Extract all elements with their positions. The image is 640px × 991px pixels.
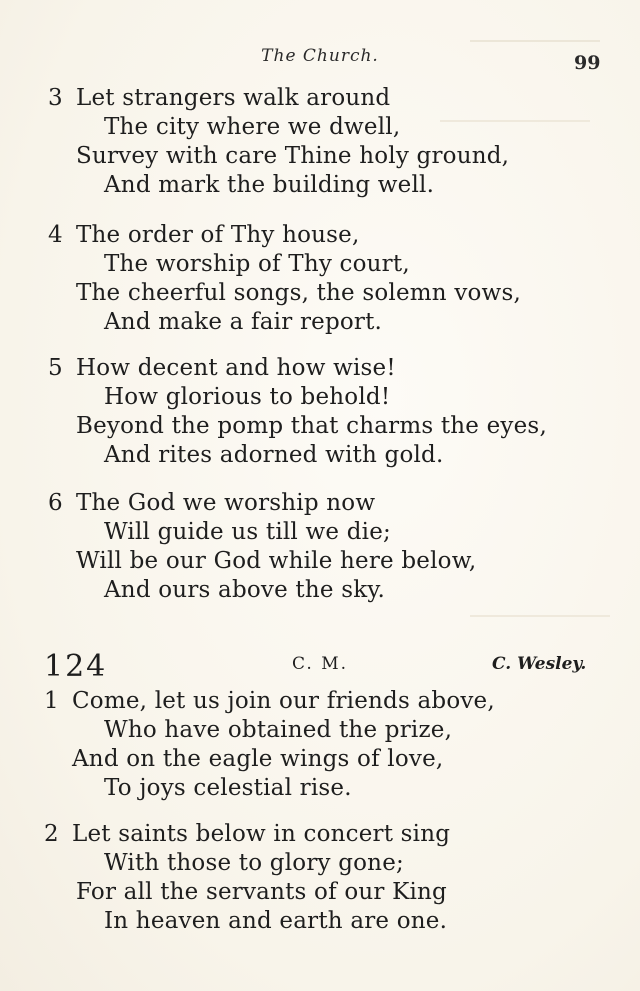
verse-line: And ours above the sky. [104, 577, 385, 603]
verse-line: And make a fair report. [104, 309, 383, 335]
verse-line: The worship of Thy court, [104, 251, 410, 277]
verse-line: And mark the building well. [104, 172, 435, 198]
verse-line: The cheerful songs, the solemn vows, [76, 280, 521, 306]
verse-line: The order of Thy house, [76, 222, 360, 248]
verse-line: Come, let us join our friends above, [72, 688, 495, 714]
verse-line: To joys celestial rise. [104, 775, 352, 801]
verse-line: Let saints below in concert sing [72, 821, 451, 847]
running-title: The Church. [261, 46, 379, 66]
verse-number: 6 [48, 490, 63, 516]
bleed-through-mark [440, 120, 590, 122]
verse-number: 2 [44, 821, 59, 847]
verse-line: And rites adorned with gold. [104, 442, 444, 468]
hymn-number: 124 [44, 649, 108, 684]
bleed-through-mark [470, 40, 600, 42]
hymn-author: C. Wesley. [492, 654, 587, 674]
verse-line: For all the servants of our King [76, 879, 447, 905]
verse-line: How glorious to behold! [104, 384, 391, 410]
verse-line: Beyond the pomp that charms the eyes, [76, 413, 547, 439]
verse-number: 4 [48, 222, 63, 248]
verse-line: The city where we dwell, [104, 114, 401, 140]
verse-line: The God we worship now [76, 490, 376, 516]
verse-line: Will be our God while here below, [76, 548, 477, 574]
verse-number: 5 [48, 355, 63, 381]
verse-line: With those to glory gone; [104, 850, 404, 876]
verse-line: And on the eagle wings of love, [72, 746, 444, 772]
page-number: 99 [574, 52, 601, 74]
verse-line: Will guide us till we die; [104, 519, 391, 545]
verse-line: Survey with care Thine holy ground, [76, 143, 510, 169]
bleed-through-mark [470, 615, 610, 617]
verse-line: In heaven and earth are one. [104, 908, 448, 934]
verse-line: Who have obtained the prize, [104, 717, 453, 743]
verse-number: 1 [44, 688, 59, 714]
verse-line: Let strangers walk around [76, 85, 391, 111]
hymn-meter: C. M. [292, 654, 349, 674]
verse-line: How decent and how wise! [76, 355, 396, 381]
verse-number: 3 [48, 85, 63, 111]
